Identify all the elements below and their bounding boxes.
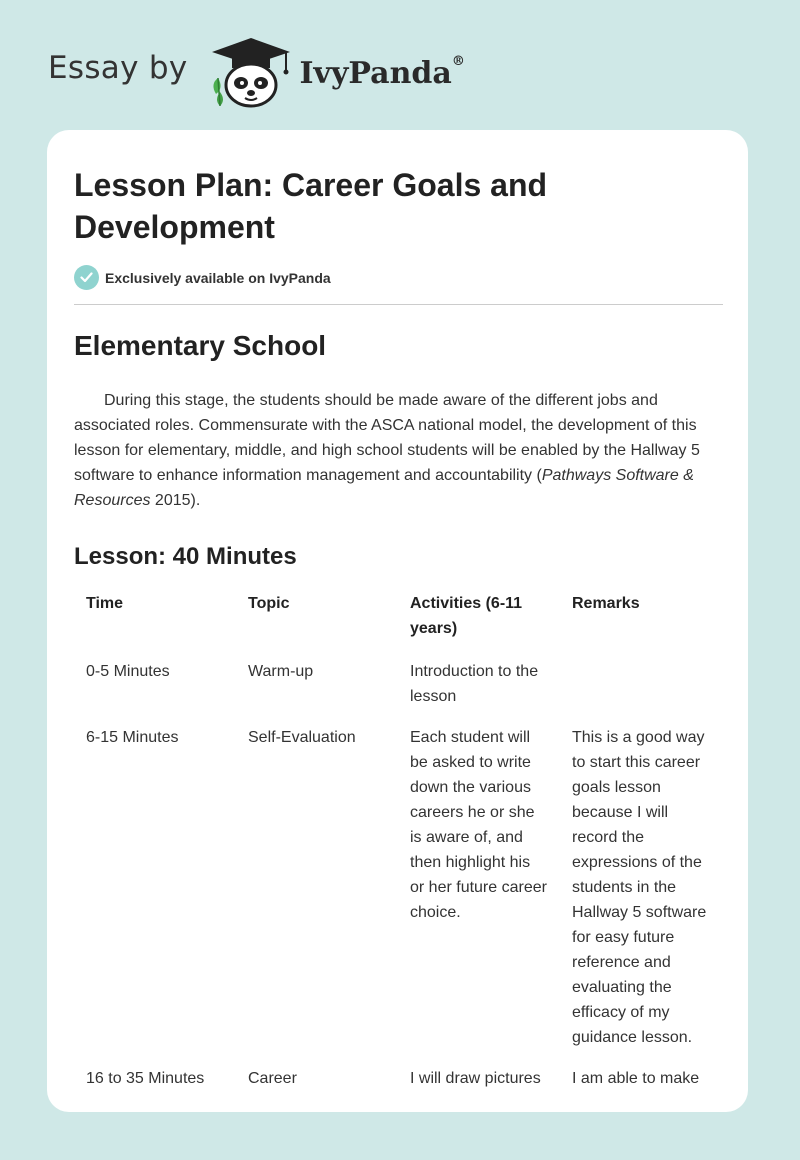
brand-name[interactable]: IvyPanda®: [299, 53, 465, 91]
divider: [74, 304, 723, 305]
article-card: [47, 130, 748, 1112]
table-cell: 0-5 Minutes: [86, 663, 170, 680]
table-cell: Introduction to the lesson: [410, 663, 539, 705]
check-icon: [74, 265, 99, 290]
table-cell: I am able to make: [572, 1070, 700, 1087]
table-cell: 6-15 Minutes: [86, 729, 179, 746]
lesson-table: [74, 589, 723, 1105]
table-cell: Each student will be asked to write down the various careers he or she is aware of, and then highlight his or her future career choice.: [410, 729, 547, 921]
table-header-row: [74, 589, 723, 657]
table-cell: Career: [248, 1070, 297, 1087]
section-heading: Elementary School: [74, 330, 327, 361]
column-header-topic: Topic: [248, 595, 290, 612]
column-header-activities: Activities (6-11 years): [410, 595, 523, 637]
column-header-remarks: Remarks: [572, 595, 640, 612]
lesson-subheading: Lesson: 40 Minutes: [74, 543, 297, 570]
table-cell: Warm-up: [248, 663, 314, 680]
table-cell: Self-Evaluation: [248, 729, 356, 746]
site-header: [48, 34, 465, 110]
table-row: [74, 723, 723, 1064]
registered-mark: ®: [451, 53, 465, 69]
essay-by-label: Essay by: [48, 50, 188, 86]
table-cell: This is a good way to start this career goals lesson because I will record the expressions of the students in the Hallway 5 software for easy future reference and evaluating the efficacy of my guidance lesson.: [572, 729, 707, 1046]
exclusive-label: Exclusively available on IvyPanda: [105, 269, 331, 286]
panda-logo-icon[interactable]: [204, 34, 298, 110]
table-row: [74, 1064, 723, 1105]
citation-title: Pathways Software & Resources: [74, 467, 694, 509]
table-row: [74, 657, 723, 723]
column-header-time: Time: [86, 595, 124, 612]
article-title: Lesson Plan: Career Goals and Development: [74, 167, 548, 245]
table-cell: I will draw pictures: [410, 1070, 541, 1087]
exclusive-badge: [74, 265, 722, 290]
table-cell: 16 to 35 Minutes: [86, 1070, 205, 1087]
table-cell: [560, 657, 723, 723]
body-paragraph: During this stage, the students should be made aware of the different jobs and associated roles. Commensurate with the ASCA national model, the development of this lesson for elementary, middle, and high school students will be enabled by the Hallway 5 software to enhance information management and accountability (Pathways Software & Resources 2015).: [74, 392, 700, 509]
